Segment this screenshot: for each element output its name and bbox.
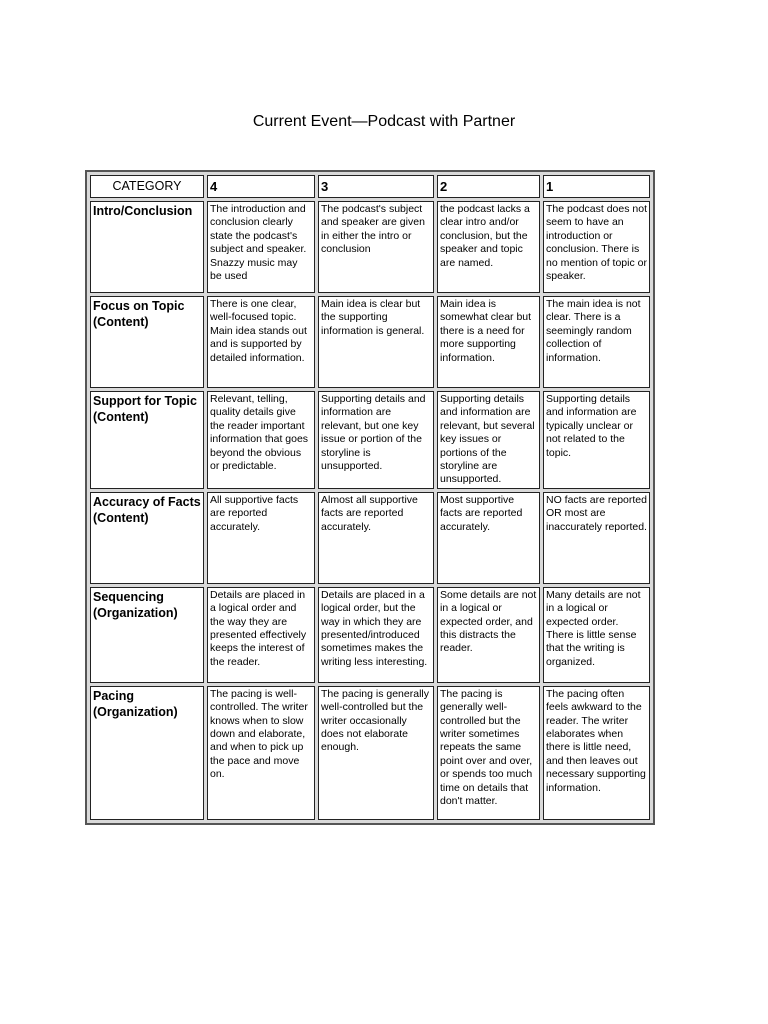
- category-cell: Support for Topic (Content): [90, 391, 204, 489]
- score-header-4: 4: [207, 175, 315, 198]
- rubric-row-pacing: [90, 686, 650, 820]
- rubric-row-sequencing: [90, 587, 650, 683]
- score-4-cell: The pacing is well-controlled. The writer knows when to slow down and elaborate, and when to pick up the pace and move on.: [207, 686, 315, 820]
- category-header: CATEGORY: [90, 175, 204, 198]
- score-1-cell: The podcast does not seem to have an introduction or conclusion. There is no mention of topic or speaker.: [543, 201, 650, 293]
- rubric-row-support-for-topic: [90, 391, 650, 489]
- category-cell: Intro/Conclusion: [90, 201, 204, 293]
- category-cell: Pacing (Organization): [90, 686, 204, 820]
- score-3-cell: Supporting details and information are relevant, but one key issue or portion of the storyline is unsupported.: [318, 391, 434, 489]
- score-2-cell: The pacing is generally well-controlled but the writer sometimes repeats the same point over and over, or spends too much time on details that don't matter.: [437, 686, 540, 820]
- score-2-cell: the podcast lacks a clear intro and/or conclusion, but the speaker and topic are named.: [437, 201, 540, 293]
- score-1-cell: The main idea is not clear. There is a seemingly random collection of information.: [543, 296, 650, 388]
- score-header-3: 3: [318, 175, 434, 198]
- score-2-cell: Some details are not in a logical or expected order, and this distracts the reader.: [437, 587, 540, 683]
- rubric-table: [85, 170, 655, 825]
- score-2-cell: Most supportive facts are reported accurately.: [437, 492, 540, 584]
- header-row: [90, 175, 650, 198]
- page-title: Current Event—Podcast with Partner: [252, 113, 516, 130]
- score-4-cell: There is one clear, well-focused topic. Main idea stands out and is supported by detailed information.: [207, 296, 315, 388]
- score-4-cell: Relevant, telling, quality details give the reader important information that goes beyond the obvious or predictable.: [207, 391, 315, 489]
- category-cell: Sequencing (Organization): [90, 587, 204, 683]
- score-4-cell: All supportive facts are reported accurately.: [207, 492, 315, 584]
- score-3-cell: Details are placed in a logical order, but the way in which they are presented/introduced sometimes makes the writing less interesting.: [318, 587, 434, 683]
- score-3-cell: The pacing is generally well-controlled but the writer occasionally does not elaborate enough.: [318, 686, 434, 820]
- score-1-cell: NO facts are reported OR most are inaccurately reported.: [543, 492, 650, 584]
- rubric-row-focus-on-topic: [90, 296, 650, 388]
- score-header-2: 2: [437, 175, 540, 198]
- score-1-cell: Supporting details and information are typically unclear or not related to the topic.: [543, 391, 650, 489]
- score-2-cell: Main idea is somewhat clear but there is a need for more supporting information.: [437, 296, 540, 388]
- score-1-cell: Many details are not in a logical or expected order. There is little sense that the writing is organized.: [543, 587, 650, 683]
- score-header-1: 1: [543, 175, 650, 198]
- rubric-row-accuracy-of-facts: [90, 492, 650, 584]
- rubric-row-intro-conclusion: [90, 201, 650, 293]
- score-4-cell: The introduction and conclusion clearly state the podcast's subject and speaker. Snazzy music may be used: [207, 201, 315, 293]
- score-3-cell: Almost all supportive facts are reported accurately.: [318, 492, 434, 584]
- score-2-cell: Supporting details and information are relevant, but several key issues or portions of the storyline are unsupported.: [437, 391, 540, 489]
- score-3-cell: The podcast's subject and speaker are given in either the intro or conclusion: [318, 201, 434, 293]
- score-4-cell: Details are placed in a logical order and the way they are presented effectively keeps the interest of the reader.: [207, 587, 315, 683]
- category-cell: Focus on Topic (Content): [90, 296, 204, 388]
- rubric-table-container: [85, 170, 653, 825]
- category-cell: Accuracy of Facts (Content): [90, 492, 204, 584]
- score-1-cell: The pacing often feels awkward to the reader. The writer elaborates when there is little need, and then leaves out necessary supporting information.: [543, 686, 650, 820]
- score-3-cell: Main idea is clear but the supporting information is general.: [318, 296, 434, 388]
